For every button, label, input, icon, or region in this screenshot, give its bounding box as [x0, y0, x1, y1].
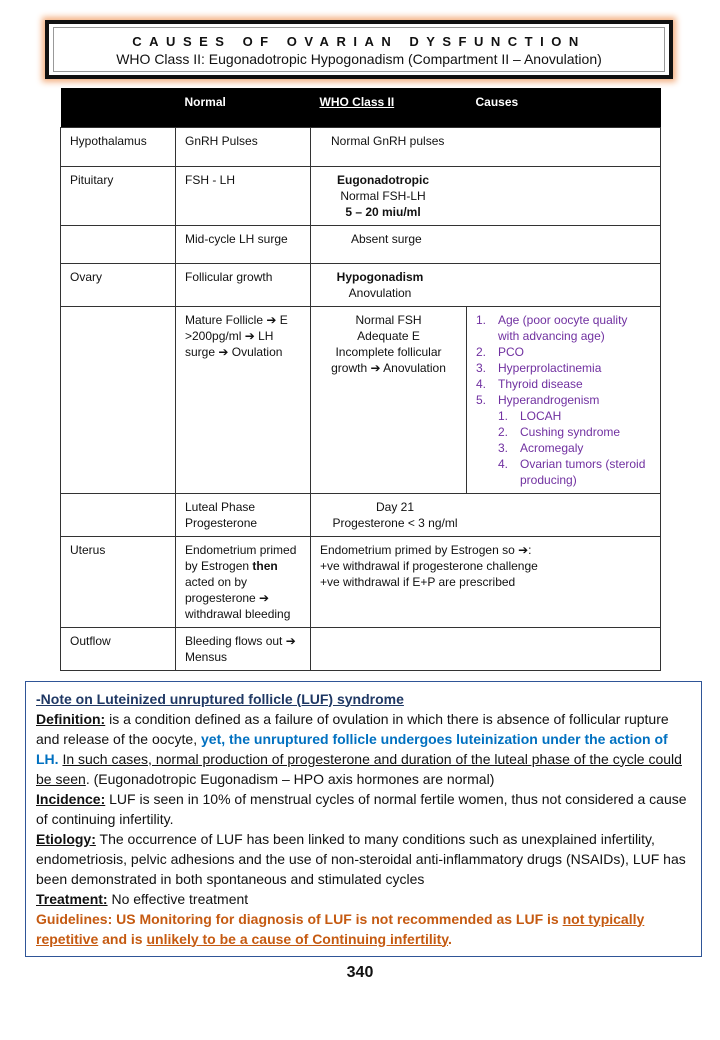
normal-cell: Endometrium primed by Estrogen then acted on by progesterone ➔ withdrawal bleeding	[176, 536, 311, 627]
header-who-class: WHO Class II	[311, 88, 467, 127]
subcause-item: 1. LOCAH	[498, 408, 562, 423]
table-row	[61, 627, 661, 670]
who-text: Progesterone < 3 ng/ml	[332, 515, 458, 530]
cause-item: 4. Thyroid disease	[476, 376, 583, 391]
normal-cell: Mature Follicle ➔ E >200pg/ml ➔ LH surge ➔ Ovulation	[176, 306, 311, 493]
normal-cell: Bleeding flows out ➔ Mensus	[176, 627, 311, 670]
who-cell	[311, 306, 467, 493]
who-bold: Eugonadotropic	[337, 172, 429, 187]
causes-cell	[467, 306, 661, 493]
subcause-item: 2. Cushing syndrome	[498, 424, 621, 439]
subcauses-list	[476, 408, 651, 488]
page-title: CAUSES OF OVARIAN DYSFUNCTION	[132, 34, 586, 49]
note-heading: -Note on Luteinized unruptured follicle (LUF) syndrome	[36, 690, 404, 707]
table-row	[61, 166, 661, 225]
organ-cell: Outflow	[61, 627, 176, 670]
organ-cell: Hypothalamus	[61, 127, 176, 166]
comparison-table	[60, 88, 661, 671]
who-bold: Hypogonadism	[336, 269, 424, 284]
page-subtitle: WHO Class II: Eugonadotropic Hypogonadism (Compartment II – Anovulation)	[116, 51, 602, 67]
luf-note-box	[25, 681, 702, 957]
organ-cell: Pituitary	[61, 166, 176, 225]
header-normal: Normal	[176, 88, 311, 127]
header-causes: Causes	[467, 88, 661, 127]
incidence-paragraph: Incidence: LUF is seen in 10% of menstrual cycles of normal fertile women, thus not considered a cause of continuing infertility.	[36, 790, 687, 827]
table-row	[61, 225, 661, 263]
who-text: Incomplete follicular growth ➔ Anovulation	[331, 344, 446, 375]
who-text: Adequate E	[357, 328, 420, 343]
cause-item: 1. Age (poor oocyte quality with advancing age)	[476, 312, 628, 343]
table-header	[61, 88, 661, 127]
who-cell: Absent surge	[311, 225, 661, 263]
etiology-paragraph: Etiology: The occurrence of LUF has been linked to many conditions such as unexplained infertility, endometriosis, pelvic adhesions and the use of non-steroidal anti-inflammatory drugs (NSAIDs), LUF has been demonstrated in both spontaneous and stimulated cycles	[36, 830, 686, 887]
normal-cell: Follicular growth	[176, 263, 311, 306]
treatment-paragraph: Treatment: No effective treatment	[36, 890, 249, 907]
table-row	[61, 536, 661, 627]
normal-cell: Luteal Phase Progesterone	[176, 493, 311, 536]
guidelines-paragraph: Guidelines: US Monitoring for diagnosis of LUF is not recommended as LUF is not typically repetitive and is unlikely to be a cause of Continuing infertility.	[36, 910, 645, 947]
table-row	[61, 306, 661, 493]
page-number: 340	[346, 963, 374, 981]
organ-cell	[61, 306, 176, 493]
header-cell	[61, 88, 176, 127]
who-text: Anovulation	[348, 285, 412, 300]
who-text: +ve withdrawal if E+P are prescribed	[320, 574, 516, 589]
who-cell	[311, 263, 661, 306]
subcause-item: 3. Acromegaly	[498, 440, 584, 455]
normal-cell: FSH - LH	[176, 166, 311, 225]
cause-item: 2. PCO	[476, 344, 525, 359]
table-row	[61, 263, 661, 306]
table-row	[61, 127, 661, 166]
who-cell	[311, 166, 661, 225]
cause-item: 5. Hyperandrogenism	[476, 392, 600, 407]
organ-cell: Uterus	[61, 536, 176, 627]
who-text: Endometrium primed by Estrogen so ➔:	[320, 542, 532, 557]
who-text: Normal FSH	[355, 312, 422, 327]
definition-paragraph: Definition: is a condition defined as a failure of ovulation in which there is absence of follicular rupture and release of the oocyte, yet, the unruptured follicle undergoes luteinization under the action of LH. In such cases, normal production of progesterone and duration of the luteal phase of the cycle could be seen. (Eugonadotropic Eugonadism – HPO axis hormones are normal)	[36, 710, 682, 787]
who-range: 5 – 20 miu/ml	[345, 204, 421, 219]
who-text: Day 21	[375, 499, 415, 514]
who-cell	[311, 627, 661, 670]
organ-cell	[61, 225, 176, 263]
organ-cell: Ovary	[61, 263, 176, 306]
who-text: +ve withdrawal if progesterone challenge	[320, 558, 538, 573]
cause-item: 3. Hyperprolactinemia	[476, 360, 602, 375]
page-content	[0, 88, 720, 993]
normal-cell: GnRH Pulses	[176, 127, 311, 166]
who-cell	[311, 536, 661, 627]
organ-cell	[61, 493, 176, 536]
causes-list	[476, 312, 651, 488]
title-box	[45, 20, 673, 79]
table-row	[61, 493, 661, 536]
normal-cell: Mid-cycle LH surge	[176, 225, 311, 263]
subcause-item: 4. Ovarian tumors (steroid producing)	[498, 456, 646, 487]
who-text: Normal FSH-LH	[340, 188, 426, 203]
who-cell	[311, 493, 661, 536]
who-cell: Normal GnRH pulses	[311, 127, 661, 166]
